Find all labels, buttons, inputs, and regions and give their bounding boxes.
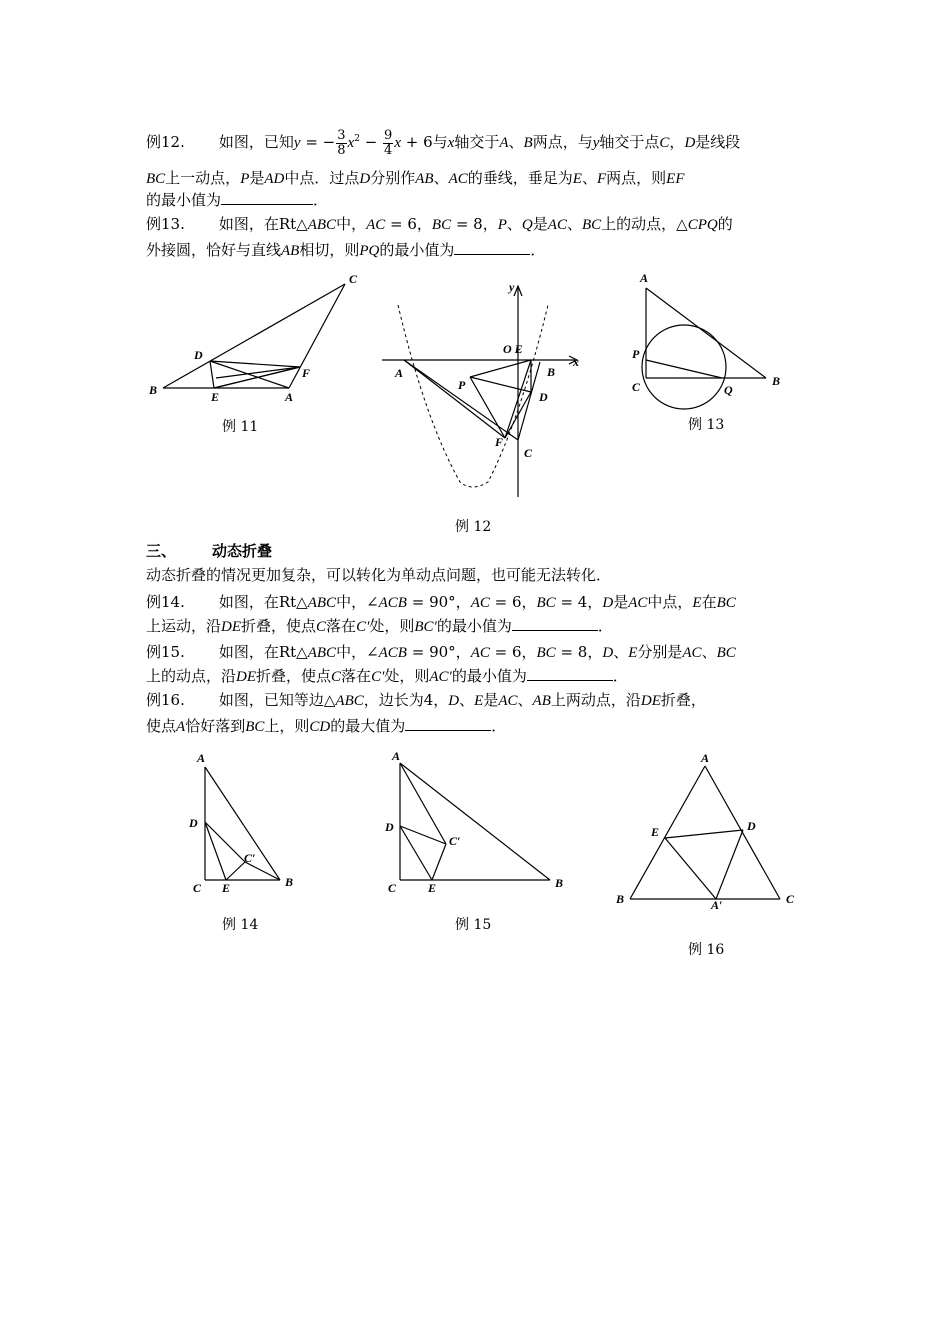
text-run: x bbox=[394, 135, 401, 151]
text-run: BC bbox=[431, 217, 452, 233]
text-run: 是线段 bbox=[695, 133, 741, 151]
text-run: ． bbox=[491, 717, 507, 735]
text-run: D bbox=[684, 135, 696, 151]
f13-label-B: B bbox=[772, 374, 781, 388]
f11-caption: 例 11 bbox=[222, 419, 259, 435]
f12-label-B: B bbox=[547, 365, 556, 379]
text-run: D bbox=[602, 595, 614, 611]
text-run: C′ bbox=[371, 669, 385, 685]
text-run: AC bbox=[547, 217, 567, 233]
f16-caption: 例 16 bbox=[688, 942, 725, 958]
f12-label-D: D bbox=[539, 390, 548, 404]
text-run: 3 bbox=[337, 127, 346, 143]
text-run: 使点 bbox=[146, 717, 177, 735]
text-run: 、 bbox=[517, 691, 533, 709]
text-run: AD bbox=[264, 171, 285, 187]
text-run: = 6， bbox=[489, 593, 537, 611]
text-run: E bbox=[474, 693, 484, 709]
ex15-line1 bbox=[146, 642, 736, 663]
answer-blank[interactable] bbox=[527, 666, 613, 681]
text-run: 、 bbox=[613, 643, 629, 661]
text-run: C bbox=[316, 619, 327, 635]
text-run: 中点．过点 bbox=[284, 169, 360, 187]
text-run: = 90°， bbox=[406, 643, 471, 661]
text-run: AC′ bbox=[429, 669, 452, 685]
text-run: AC bbox=[470, 595, 490, 611]
text-run: ABC bbox=[307, 217, 337, 233]
text-run: 、 bbox=[508, 133, 524, 151]
ex13-number: 例13. bbox=[146, 215, 185, 233]
text-run: AC bbox=[682, 645, 702, 661]
text-run: ACB bbox=[378, 595, 407, 611]
text-run: = 4， bbox=[555, 593, 603, 611]
f12-label-x: x bbox=[573, 355, 579, 369]
text-run: P bbox=[240, 171, 250, 187]
f11-label-F: F bbox=[302, 366, 311, 380]
text-run: 折叠，使点 bbox=[241, 617, 317, 635]
text-run: CPQ bbox=[687, 217, 718, 233]
ex14-number: 例14. bbox=[146, 593, 185, 611]
f16-label-C: C bbox=[786, 892, 795, 906]
figure-15 bbox=[400, 763, 550, 880]
ex16-line2 bbox=[146, 716, 506, 737]
f11-label-C: C bbox=[349, 272, 358, 286]
f16-label-B: B bbox=[616, 892, 625, 906]
figure-11 bbox=[163, 284, 345, 388]
ex16-number: 例16. bbox=[146, 691, 185, 709]
f14-label-C1: C′ bbox=[244, 851, 256, 865]
text-run: x bbox=[347, 135, 355, 151]
text-run: ． bbox=[597, 617, 613, 635]
text-run: A bbox=[176, 719, 186, 735]
f14-label-B: B bbox=[285, 875, 294, 889]
text-run: A bbox=[499, 135, 509, 151]
ex14-line1 bbox=[146, 592, 736, 613]
text-run: 处，则 bbox=[369, 617, 415, 635]
text-run: 上的动点，△ bbox=[601, 215, 688, 233]
f16-label-E: E bbox=[651, 825, 660, 839]
f12-label-P: P bbox=[458, 378, 466, 392]
text-run: BC bbox=[146, 171, 166, 187]
answer-blank[interactable] bbox=[512, 616, 598, 631]
text-run: 、 bbox=[581, 169, 597, 187]
text-run: = 8， bbox=[555, 643, 603, 661]
text-run: 、 bbox=[433, 169, 449, 187]
f12-label-F: F bbox=[495, 435, 504, 449]
f11-label-A: A bbox=[285, 390, 294, 404]
text-run: 折叠，使点 bbox=[256, 667, 332, 685]
text-run: 是 bbox=[613, 593, 629, 611]
ex15-line2 bbox=[146, 666, 628, 687]
text-run: 轴交于点 bbox=[599, 133, 660, 151]
text-run: = 90°， bbox=[406, 593, 471, 611]
text-run: 在 bbox=[701, 593, 717, 611]
text-run: BC bbox=[716, 595, 736, 611]
text-run: AC bbox=[498, 693, 518, 709]
f13-caption: 例 13 bbox=[688, 417, 725, 433]
text-run: PQ bbox=[359, 243, 380, 259]
f12-label-OE: O E bbox=[503, 342, 523, 356]
text-run: 的最小值为 bbox=[436, 617, 512, 635]
f14-label-D: D bbox=[189, 816, 198, 830]
text-run: 的最大值为 bbox=[330, 717, 406, 735]
text-run: 两点，则 bbox=[606, 169, 667, 187]
text-run: ． bbox=[612, 667, 628, 685]
text-run: BC bbox=[245, 719, 265, 735]
text-run: BC′ bbox=[414, 619, 437, 635]
text-run: 分别作 bbox=[370, 169, 416, 187]
text-run: 上两动点，沿 bbox=[550, 691, 641, 709]
section-description: 动态折叠的情况更加复杂，可以转化为单动点问题，也可能无法转化． bbox=[146, 566, 612, 584]
text-run: 分别是 bbox=[637, 643, 683, 661]
text-run: ABC bbox=[307, 595, 337, 611]
text-run: F bbox=[596, 171, 607, 187]
text-run: 的垂线，垂足为 bbox=[467, 169, 573, 187]
text-run: DE bbox=[221, 619, 242, 635]
text-run: = 8， bbox=[451, 215, 498, 233]
text-run: 中点， bbox=[647, 593, 693, 611]
text-run: C bbox=[331, 669, 342, 685]
text-run: 轴交于 bbox=[454, 133, 500, 151]
text-run: ABC bbox=[335, 693, 364, 709]
figure-14 bbox=[205, 767, 280, 880]
text-run: AB bbox=[532, 693, 551, 709]
text-run: ， bbox=[669, 133, 685, 151]
f14-label-C: C bbox=[193, 881, 202, 895]
section-title: 动态折叠 bbox=[212, 542, 273, 560]
f15-label-E: E bbox=[428, 881, 437, 895]
text-run: 如图，已知 bbox=[218, 133, 294, 151]
text-run: BC bbox=[536, 645, 556, 661]
ex16-line1 bbox=[146, 690, 706, 711]
text-run: 8 bbox=[337, 142, 346, 158]
f14-label-E: E bbox=[222, 881, 231, 895]
text-run: 与 bbox=[432, 133, 448, 151]
text-run: 4 bbox=[384, 142, 393, 158]
text-run: Q bbox=[521, 217, 533, 233]
text-run: x bbox=[447, 135, 455, 151]
text-run: 落在 bbox=[326, 617, 357, 635]
text-run: 的最小值为 bbox=[379, 241, 455, 259]
text-run: DE bbox=[236, 669, 257, 685]
text-run: 是 bbox=[483, 691, 499, 709]
text-run: AC bbox=[628, 595, 648, 611]
f12-caption: 例 12 bbox=[455, 519, 492, 535]
text-run: 如图，已知等边△ bbox=[218, 691, 336, 709]
text-run: 如图，在Rt△ bbox=[218, 215, 308, 233]
text-run: ABC bbox=[307, 645, 337, 661]
text-run: 中，∠ bbox=[336, 643, 379, 661]
answer-blank[interactable] bbox=[405, 716, 491, 731]
f11-label-D: D bbox=[194, 348, 203, 362]
text-run: 相切，则 bbox=[299, 241, 360, 259]
ex14-line2 bbox=[146, 616, 613, 637]
text-run: AC bbox=[470, 645, 490, 661]
text-run: DE bbox=[640, 693, 661, 709]
text-run: ACB bbox=[378, 645, 407, 661]
section-heading: 三、 动态折叠 bbox=[146, 542, 273, 560]
f15-label-C: C bbox=[388, 881, 397, 895]
text-run: 上，则 bbox=[264, 717, 310, 735]
text-run: D bbox=[602, 645, 614, 661]
text-run: 落在 bbox=[341, 667, 372, 685]
f15-label-C1: C′ bbox=[449, 834, 461, 848]
f12-label-A: A bbox=[395, 366, 404, 380]
f12-label-C: C bbox=[524, 446, 533, 460]
text-run: AB bbox=[281, 243, 300, 259]
text-run: 折叠， bbox=[660, 691, 706, 709]
text-run: B bbox=[523, 135, 533, 151]
f14-caption: 例 14 bbox=[222, 917, 259, 933]
text-run: = − bbox=[300, 133, 336, 151]
text-run: AB bbox=[415, 171, 434, 187]
f11-label-E: E bbox=[211, 390, 220, 404]
f15-caption: 例 15 bbox=[455, 917, 492, 933]
f14-label-A: A bbox=[197, 751, 206, 765]
text-run: = 6， bbox=[385, 215, 432, 233]
f13-label-C: C bbox=[632, 380, 641, 394]
text-run: 外接圆，恰好与直线 bbox=[146, 241, 282, 259]
text-run: y bbox=[592, 135, 600, 151]
text-run: BC bbox=[581, 217, 602, 233]
text-run: EF bbox=[666, 171, 685, 187]
f13-label-P: P bbox=[632, 347, 640, 361]
text-run: ． bbox=[313, 191, 329, 209]
f16-label-D: D bbox=[747, 819, 756, 833]
f13-label-Q: Q bbox=[724, 383, 733, 397]
f16-label-A1: A′ bbox=[711, 898, 723, 912]
text-run: D bbox=[359, 171, 371, 187]
text-run: C′ bbox=[356, 619, 370, 635]
text-run: 如图，在Rt△ bbox=[218, 643, 308, 661]
text-run: 、 bbox=[566, 215, 582, 233]
text-run: − bbox=[359, 133, 383, 151]
ex15-number: 例15. bbox=[146, 643, 185, 661]
text-run: 是 bbox=[249, 169, 265, 187]
text-run: 两点，与 bbox=[532, 133, 593, 151]
text-run: 的 bbox=[717, 215, 733, 233]
ex12-number: 例12. bbox=[146, 133, 185, 151]
text-run: 的最小值为 bbox=[451, 667, 527, 685]
text-run: 、 bbox=[506, 215, 522, 233]
text-run: 、 bbox=[459, 691, 475, 709]
text-run: BC bbox=[716, 645, 736, 661]
text-run: y bbox=[293, 135, 301, 151]
text-run: ． bbox=[530, 241, 546, 259]
f12-label-y: y bbox=[509, 280, 515, 294]
text-run: = 6， bbox=[489, 643, 537, 661]
text-run: AC bbox=[366, 217, 386, 233]
figure-13 bbox=[642, 288, 766, 409]
f15-label-D: D bbox=[385, 820, 394, 834]
text-run: + 6 bbox=[400, 133, 433, 151]
text-run: E bbox=[692, 595, 702, 611]
f15-label-A: A bbox=[392, 749, 401, 763]
text-run: ，边长为4， bbox=[363, 691, 449, 709]
text-run: AC bbox=[448, 171, 468, 187]
text-run: 上的动点，沿 bbox=[146, 667, 237, 685]
f11-label-B: B bbox=[149, 383, 158, 397]
f16-label-A: A bbox=[701, 751, 710, 765]
text-run: BC bbox=[536, 595, 556, 611]
text-run: 中，∠ bbox=[336, 593, 379, 611]
text-run: P bbox=[497, 217, 507, 233]
f15-label-B: B bbox=[555, 876, 564, 890]
text-run: 中， bbox=[336, 215, 367, 233]
f13-label-A: A bbox=[640, 271, 649, 285]
text-run: C bbox=[659, 135, 670, 151]
text-run: 9 bbox=[384, 127, 393, 143]
text-run: CD bbox=[309, 719, 331, 735]
text-run: 上运动，沿 bbox=[146, 617, 222, 635]
text-run: 的最小值为 bbox=[146, 191, 222, 209]
text-run: D bbox=[448, 693, 460, 709]
text-run: 是 bbox=[532, 215, 548, 233]
text-run: 如图，在Rt△ bbox=[218, 593, 308, 611]
ex12-line1: 例12. 如图，已知y = − $\frac{3}{8}$ $x^2$ − $\frac{9}{4}$ x + 6与x轴交于A、B两点，与y轴交于点C，D是线段 bbox=[146, 127, 741, 158]
text-run: 处，则 bbox=[384, 667, 430, 685]
text-run: 、 bbox=[701, 643, 717, 661]
text-run: 上一动点， bbox=[165, 169, 241, 187]
text-run: E bbox=[628, 645, 638, 661]
text-run: 恰好落到 bbox=[185, 717, 246, 735]
text-run: E bbox=[572, 171, 582, 187]
